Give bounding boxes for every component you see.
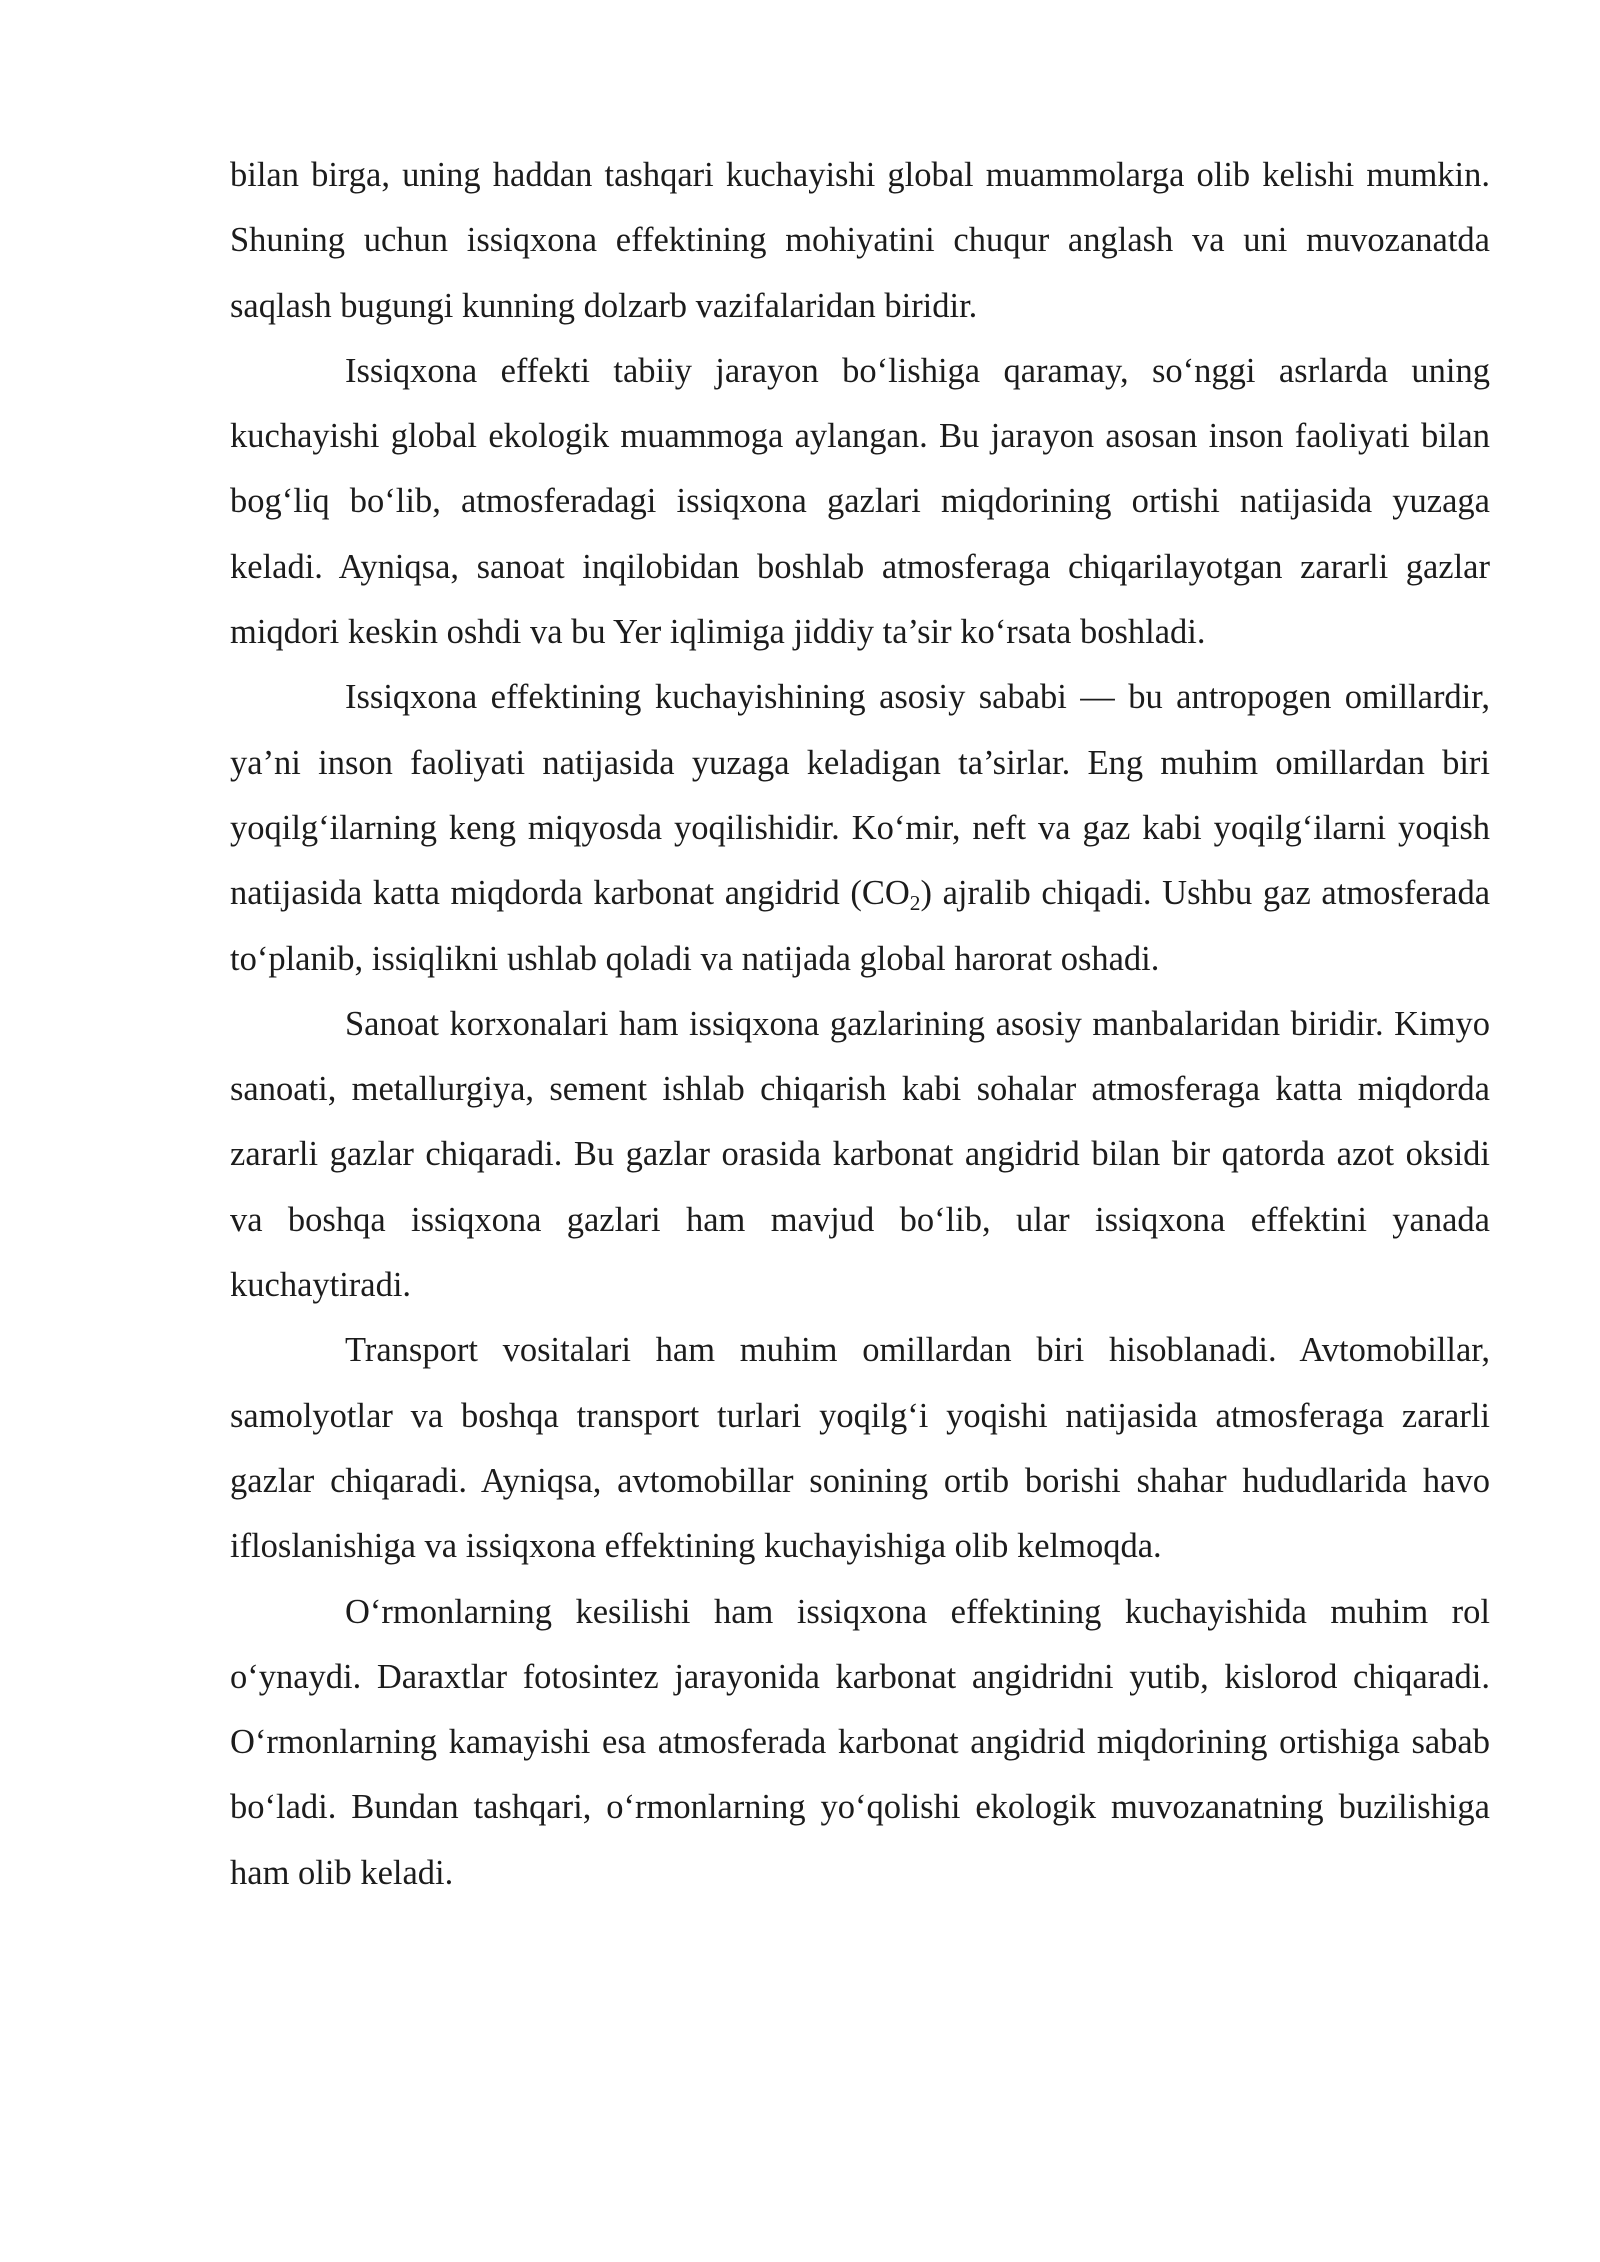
paragraph-3-text-after: ) ajralib chiqadi. Ushbu gaz atmosferada to‘planib, issiqlikni ushlab qoladi va natijada global harorat oshadi. (230, 874, 1491, 978)
co2-subscript: 2 (909, 891, 921, 916)
paragraph-5: Transport vositalari ham muhim omillardan biri hisoblanadi. Avtomobillar, samolyotlar va boshqa transport turlari yoqilg‘i yoqishi natijasida atmosferaga zararli gazlar chiqaradi. Ayniqsa, avtomobillar sonining ortib borishi shahar hududlarida havo ifloslanishiga va issiqxona effektining kuchayishiga olib kelmoqda. (230, 1331, 1490, 1566)
paragraph-6: O‘rmonlarning kesilishi ham issiqxona effektining kuchayishida muhim rol o‘ynaydi. Daraxtlar fotosintez jarayonida karbonat angidridni yutib, kislorod chiqaradi. O‘rmonlarning kamayishi esa atmosferada karbonat angidrid miqdorining ortishiga sabab bo‘ladi. Bundan tashqari, o‘rmonlarning yo‘qolishi ekologik muvozanatning buzilishiga ham olib keladi. (230, 1592, 1490, 1892)
paragraph-3-text-before: Issiqxona effektining kuchayishining asosiy sababi — bu antropogen omillardir, ya’ni inson faoliyati natijasida yuzaga keladigan ta’sirlar. Eng muhim omillardan biri yoqilg‘ilarning keng miqyosda yoqilishidir. Ko‘mir, neft va gaz kabi yoqilg‘ilarni yoqish natijasida katta miqdorda karbonat angidrid (CO (230, 678, 1490, 913)
paragraph-1: bilan birga, uning haddan tashqari kuchayishi global muammolarga olib kelishi mumkin. Shuning uchun issiqxona effektining mohiyatini chuqur anglash va uni muvozanatda saqlash bugungi kunning dolzarb vazifalaridan biridir. (230, 156, 1490, 325)
document-body (230, 143, 1490, 1906)
paragraph-4: Sanoat korxonalari ham issiqxona gazlarining asosiy manbalaridan biridir. Kimyo sanoati, metallurgiya, sement ishlab chiqarish kabi sohalar atmosferaga katta miqdorda zararli gazlar chiqaradi. Bu gazlar orasida karbonat angidrid bilan bir qatorda azot oksidi va boshqa issiqxona gazlari ham mavjud bo‘lib, ular issiqxona effektini yanada kuchaytiradi. (230, 1004, 1490, 1305)
paragraph-2: Issiqxona effekti tabiiy jarayon bo‘lishiga qaramay, so‘nggi asrlarda uning kuchayishi global ekologik muammoga aylangan. Bu jarayon asosan inson faoliyati bilan bog‘liq bo‘lib, atmosferadagi issiqxona gazlari miqdorining ortishi natijasida yuzaga keladi. Ayniqsa, sanoat inqilobidan boshlab atmosferaga chiqarilayotgan zararli gazlar miqdori keskin oshdi va bu Yer iqlimiga jiddiy ta’sir ko‘rsata boshladi. (230, 351, 1490, 652)
paragraph-3 (230, 665, 1490, 991)
